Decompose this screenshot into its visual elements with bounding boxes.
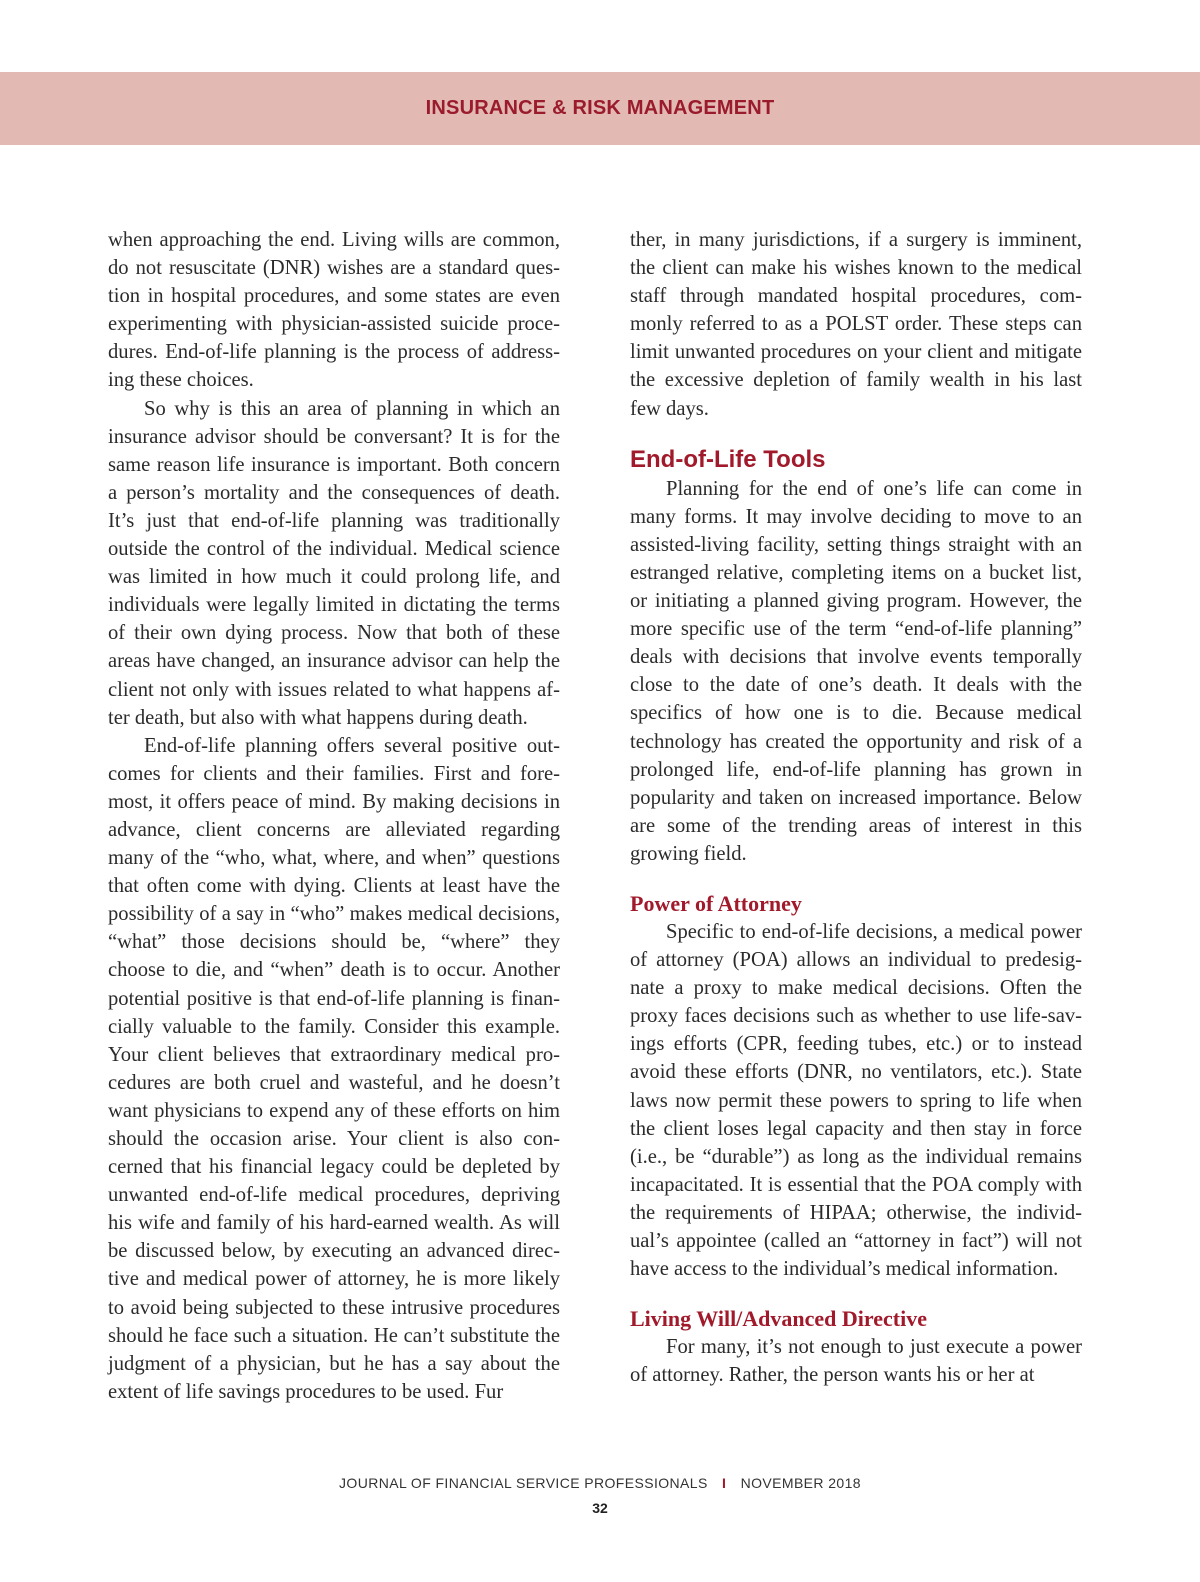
heading-living-will: Living Will/Advanced Directive [630,1306,928,1332]
heading-end-of-life-tools: End-of-Life Tools [630,445,826,473]
issue-date: NOVEMBER 2018 [740,1475,861,1491]
paragraph: ther, in many jurisdictions, if a surgery is imminent, the client can make his wishes known to the medical staff through mandated hospital procedures, commonly referred to as a POLST order. These steps can limit unwanted procedures on your client and mitigate the excessive depletion of family wealth in his last few days. [630,229,1082,420]
heading-power-of-attorney: Power of Attorney [630,890,802,916]
paragraph: Specific to end-of-life decisions, a medical power of attorney (POA) allows an individual to predesignate a proxy to make medical decisions. Often the proxy faces decisions such as whether to use life-savings efforts (CPR, feeding tubes, etc.) or to instead avoid these efforts (DNR, no ventilators, etc.). State laws now permit these powers to spring to life when the client loses legal capacity and then stay in force (i.e., be “durable”) as long as the individual remains incapacitated. It is essential that the POA comply with the requirements of HIPAA; otherwise, the individual’s appointee (called an “attorney in fact”) will not have access to the individual’s medical information. [630,920,1082,1281]
page-number: 32 [592,1500,608,1516]
page-footer [0,1475,1200,1491]
journal-name: JOURNAL OF FINANCIAL SERVICE PROFESSIONALS [339,1475,708,1491]
paragraph: when approaching the end. Living wills are common, do not resuscitate (DNR) wishes are a standard question in hospital procedures, and some states are even experimenting with physician-assisted suicide procedures. End-of-life planning is the process of addressing these choices. [108,229,560,392]
paragraph: End-of-life planning offers several positive outcomes for clients and their families. First and foremost, it offers peace of mind. By making decisions in advance, client concerns are alleviated regarding many of the “who, what, where, and when” questions that often come with dying. Clients at least have the possibility of a say in “who” makes medical decisions, “what” those decisions should be, “where” they choose to die, and “when” death is to occur. Another potential positive is that end-of-life planning is financially valuable to the family. Consider this example. Your client believes that extraordinary medical procedures are both cruel and wasteful, and he doesn’t want physicians to expend any of these efforts on him should the occasion arise. Your client is also concerned that his financial legacy could be depleted by unwanted end-of-life medical procedures, depriving his wife and family of his hard-earned wealth. As will be discussed below, by executing an advanced directive and medical power of attorney, he is more likely to avoid being subjected to these intrusive procedures should he face such a situation. He can’t substitute the judgment of a physician, but he has a say about the extent of life savings procedures to be used. Fur [108,734,560,1403]
paragraph: For many, it’s not enough to just execute a power of attorney. Rather, the person wants his or her at [630,1336,1082,1387]
section-banner [0,72,1200,145]
paragraph: Planning for the end of one’s life can come in many forms. It may involve deciding to move to an assisted-living facility, setting things straight with an estranged relative, completing items on a bucket list, or initiating a planned giving program. However, the more specific use of the term “end-of-life planning” deals with decisions that involve events temporally close to the date of one’s death. It deals with the specifics of how one is to die. Because medical technology has created the opportunity and risk of a prolonged life, end-of-life planning has grown in popularity and taken on increased importance. Below are some of the trending areas of interest in this growing field. [630,477,1082,865]
left-column [108,226,560,1406]
paragraph: So why is this an area of planning in which an insurance advisor should be conversant? It is for the same reason life insurance is important. Both concern a person’s mortality and the consequences of death. It’s just that end-of-life planning was traditionally outside the control of the individual. Medical science was limited in how much it could prolong life, and individuals were legally limited in dictating the terms of their own dying process. Now that both of these areas have changed, an insurance advisor can help the client not only with issues related to what happens after death, but also with what happens during death. [108,397,560,729]
right-column [630,226,1082,1389]
section-title: INSURANCE & RISK MANAGEMENT [425,97,775,119]
footer-separator: I [722,1475,727,1491]
